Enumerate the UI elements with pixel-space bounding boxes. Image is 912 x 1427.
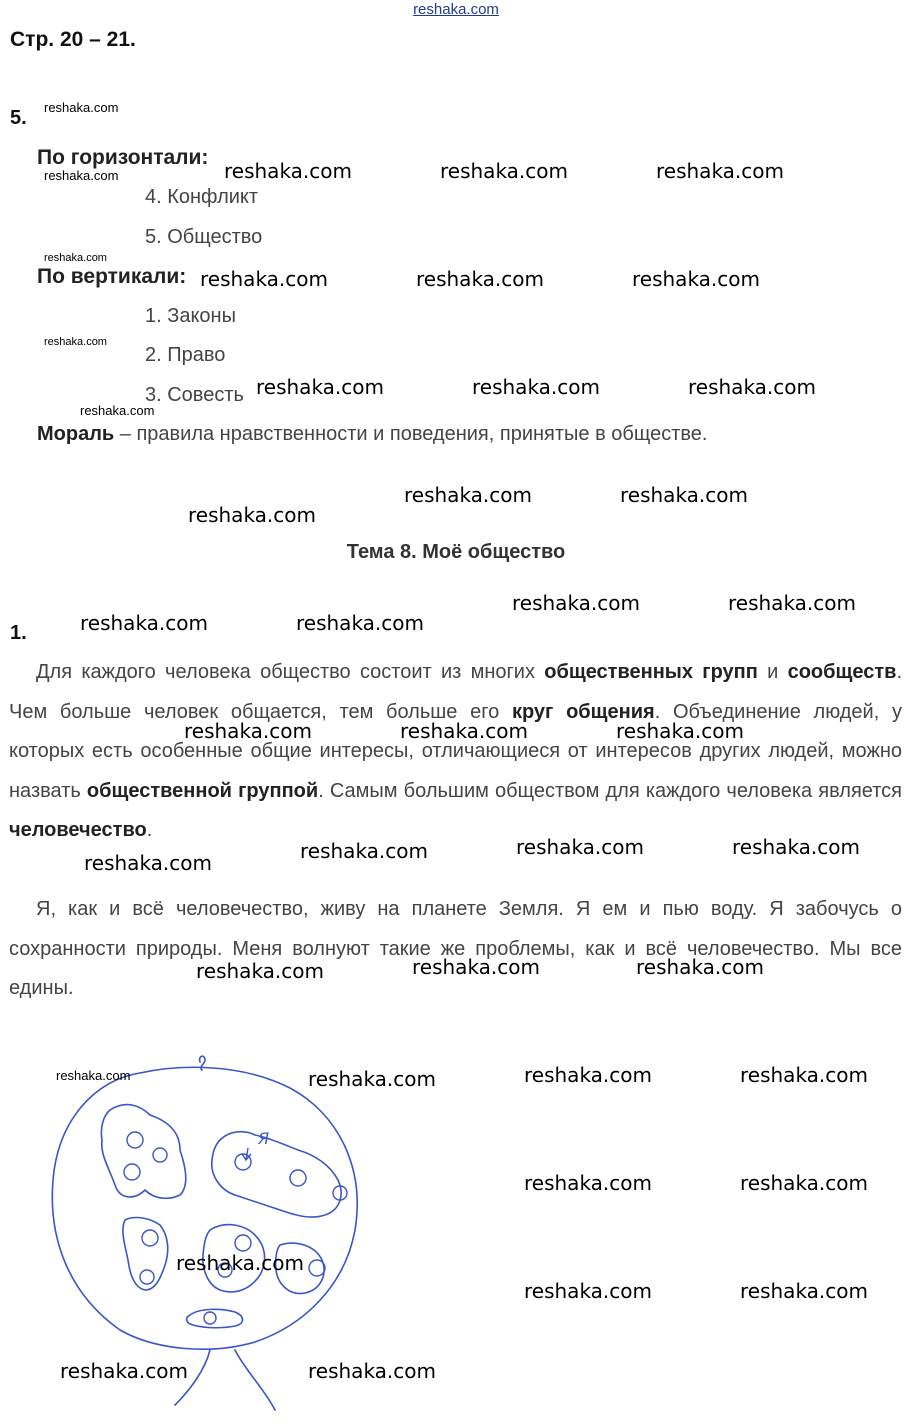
- watermark: reshaka.com: [404, 483, 532, 507]
- watermark: reshaka.com: [524, 1279, 652, 1303]
- page-header: Стр. 20 – 21.: [10, 28, 136, 51]
- p1-bold: сообществ: [787, 661, 897, 683]
- paragraph-1: [9, 653, 902, 851]
- watermark: reshaka.com: [44, 336, 107, 348]
- p1-text: .: [146, 819, 153, 841]
- watermark: reshaka.com: [440, 159, 568, 183]
- vertical-label: По вертикали:: [37, 265, 187, 288]
- watermark: reshaka.com: [616, 719, 744, 743]
- watermark: reshaka.com: [300, 839, 428, 863]
- watermark: reshaka.com: [44, 100, 119, 115]
- watermark: reshaka.com: [184, 719, 312, 743]
- topic-title: Тема 8. Моё общество: [346, 541, 566, 563]
- watermark: reshaka.com: [80, 611, 208, 635]
- watermark: reshaka.com: [44, 168, 119, 183]
- watermark: reshaka.com: [636, 955, 764, 979]
- watermark: reshaka.com: [688, 375, 816, 399]
- watermark: reshaka.com: [188, 503, 316, 527]
- watermark: reshaka.com: [56, 1068, 131, 1083]
- definition-text: – правила нравственности и поведения, принятые в обществе.: [114, 423, 708, 445]
- watermark: reshaka.com: [728, 591, 856, 615]
- task-5-number: 5.: [10, 107, 27, 129]
- watermark: reshaka.com: [308, 1359, 436, 1383]
- horizontal-label: По горизонтали:: [37, 146, 209, 169]
- p1-bold: круг общения: [511, 700, 655, 723]
- globe-stand: [175, 1350, 275, 1410]
- vertical-item: 3. Совесть: [145, 384, 244, 406]
- group-6: [187, 1309, 243, 1327]
- p1-text: Для каждого человека общество состоит из многих: [36, 661, 545, 683]
- p1-text: . Объединение людей, у которых есть особенные общие интересы, отличающиеся от интересов других людей, можно назвать: [9, 700, 902, 802]
- drawing-label: Я: [258, 1129, 270, 1148]
- site-link[interactable]: reshaka.com: [413, 1, 499, 18]
- watermark: reshaka.com: [472, 375, 600, 399]
- p1-text: и: [757, 661, 788, 683]
- horizontal-item: 4. Конфликт: [145, 186, 259, 208]
- watermark: reshaka.com: [524, 1171, 652, 1195]
- p1-bold: общественной группой: [86, 779, 319, 802]
- watermark: reshaka.com: [632, 267, 760, 291]
- task-1-number: 1.: [10, 622, 27, 644]
- watermark: reshaka.com: [200, 267, 328, 291]
- watermark: reshaka.com: [740, 1063, 868, 1087]
- watermark: reshaka.com: [512, 591, 640, 615]
- watermark: reshaka.com: [732, 835, 860, 859]
- watermark: reshaka.com: [224, 159, 352, 183]
- group-3: [123, 1218, 168, 1290]
- watermark: reshaka.com: [256, 375, 384, 399]
- group-1: [101, 1105, 185, 1199]
- watermark: reshaka.com: [524, 1063, 652, 1087]
- watermark: reshaka.com: [176, 1251, 304, 1275]
- vertical-item: 1. Законы: [145, 305, 236, 327]
- p1-text: . Самым большим обществом для каждого человека является: [318, 779, 902, 802]
- watermark: reshaka.com: [740, 1171, 868, 1195]
- definition: [37, 423, 707, 446]
- watermark: reshaka.com: [308, 1067, 436, 1091]
- definition-term: Мораль: [37, 423, 115, 445]
- p1-bold: общественных групп: [544, 661, 758, 683]
- watermark: reshaka.com: [80, 403, 155, 418]
- watermark: reshaka.com: [196, 959, 324, 983]
- watermark: reshaka.com: [620, 483, 748, 507]
- group-2: [212, 1132, 341, 1217]
- watermark: reshaka.com: [656, 159, 784, 183]
- watermark: reshaka.com: [296, 611, 424, 635]
- watermark: reshaka.com: [516, 835, 644, 859]
- watermark: reshaka.com: [60, 1359, 188, 1383]
- watermark: reshaka.com: [740, 1279, 868, 1303]
- paragraph-2: Я, как и всё человечество, живу на планете Земля. Я ем и пью воду. Я забочусь о сохранности природы. Меня волнуют такие же проблемы, как и всё человечество. Мы все едины.: [9, 898, 902, 999]
- watermark: reshaka.com: [400, 719, 528, 743]
- horizontal-item: 5. Общество: [145, 226, 263, 248]
- p1-bold: человечество: [9, 819, 147, 841]
- p1-text: . Чем больше человек общается, тем больше его: [9, 661, 902, 723]
- globe-outline: [52, 1067, 357, 1349]
- watermark: reshaka.com: [416, 267, 544, 291]
- watermark: reshaka.com: [44, 252, 107, 264]
- watermark: reshaka.com: [412, 955, 540, 979]
- watermark: reshaka.com: [84, 851, 212, 875]
- vertical-item: 2. Право: [145, 344, 226, 366]
